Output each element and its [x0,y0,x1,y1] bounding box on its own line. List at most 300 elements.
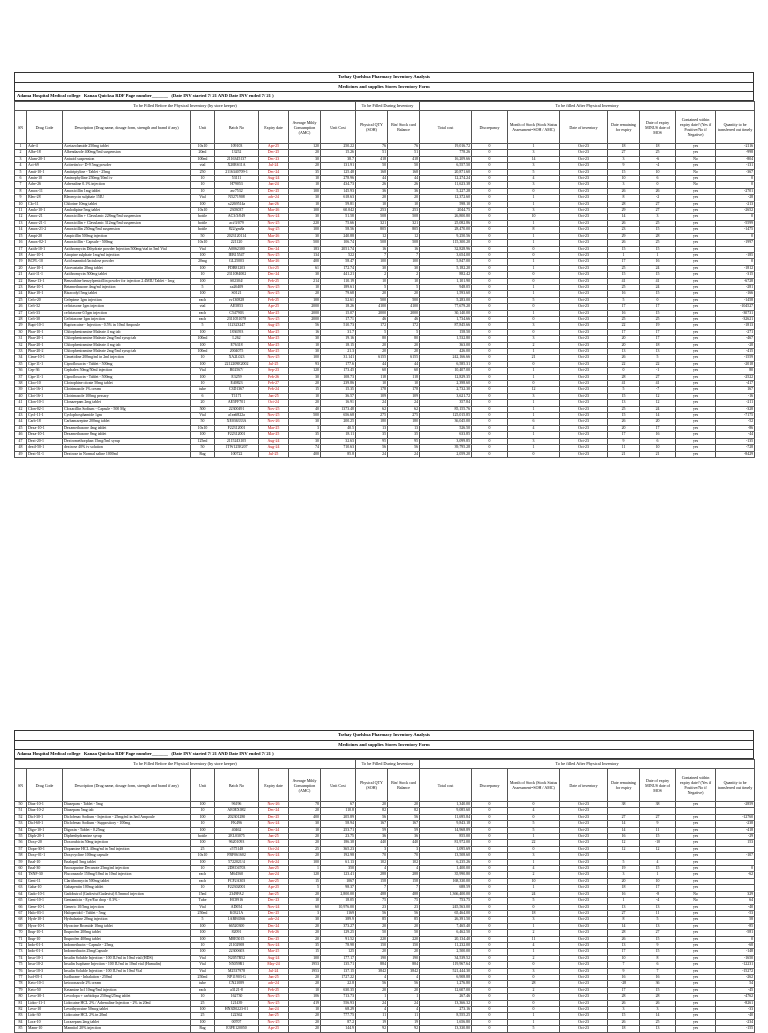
cell-remaining-expiry: 1 [608,898,640,904]
cell-inventory-date: Oct-23 [560,233,608,239]
cell-expiry-minus-mos: 15 [640,949,676,955]
cell-description: Ciprofloxacin - Tablet - 500mg [63,374,191,380]
cell-months-of-stock: 2 [508,930,560,936]
cell-remaining-expiry: 26 [608,188,640,194]
cell-months-of-stock: 0 [508,246,560,252]
cell-unit-cost: 441.21 [321,272,356,278]
cell-amc: 20 [289,853,321,859]
cell-sn: 60 [15,866,27,872]
cell-expiry-date: May-24 [259,962,289,968]
cell-drug-code: Amox-02-1 [27,240,63,246]
cell-amc: 100 [289,355,321,361]
cell-within-expiry: yes [676,387,716,393]
cell-qty-transfer: -2116 [716,144,755,150]
cell-description: Levodopa + carbidopa 250mg/25mg tablet [63,994,191,1000]
cell-amc: 10 [289,201,321,207]
cell-unit: 10x10 [191,144,215,150]
cell-within-expiry: yes [676,220,716,226]
cell-sn: 76 [15,968,27,974]
cell-months-of-stock: 1 [508,284,560,290]
cell-qty-transfer: -2859 [716,802,755,808]
cell-months-of-stock: 28 [508,981,560,987]
cell-bin-balance: 20 [388,987,420,993]
cell-expiry-minus-mos: 17 [640,425,676,431]
cell-physical-qty: 75 [356,898,388,904]
cell-remaining-expiry: 29 [608,233,640,239]
cell-bin-balance: 2000 [388,310,420,316]
cell-discrepancy: 0 [472,955,508,961]
cell-expiry-minus-mos: 6 [640,438,676,444]
cell-drug-code: Amoc-21 [27,214,63,220]
cell-bin-balance: 5 [388,329,420,335]
cell-amc: 30 [289,419,321,425]
cell-inventory-date: Oct-23 [560,176,608,182]
cell-inventory-date: Oct-23 [560,342,608,348]
cell-months-of-stock: 0 [508,304,560,310]
cell-description: Diclofenac Sodium - Injection - 25mg/ml in 3ml Ampoule [63,814,191,820]
cell-discrepancy: 0 [472,400,508,406]
cell-expiry-minus-mos: 12 [640,846,676,852]
cell-drug-code: Albe-18 [27,150,63,156]
cell-amc: 3 [289,425,321,431]
cell-months-of-stock: 1 [508,201,560,207]
cell-bin-balance: 288 [388,872,420,878]
cell-sn: 1 [15,144,27,150]
cell-physical-qty: 36 [356,188,388,194]
cell-unit: each [191,316,215,322]
cell-remaining-expiry: 10 [608,955,640,961]
cell-description: Hydralazine 20mg injection [63,917,191,923]
cell-expiry-minus-mos: 5 [640,355,676,361]
cell-total-cost: 855.00 [420,834,472,840]
cell-amc: 214 [289,278,321,284]
cell-total-cost: 273.16 [420,1007,472,1013]
cell-expiry-date: Dec-23 [259,156,289,162]
cell-discrepancy: 0 [472,802,508,808]
cell-drug-code: Cefo-20 [27,297,63,303]
cell-amc: 30 [289,821,321,827]
cell-sn: 71 [15,936,27,942]
cell-remaining-expiry: 26 [608,1000,640,1006]
cell-batch-no: 5722021/4 [215,859,259,865]
cell-qty-transfer: -8261 [716,1000,755,1006]
cell-amc: 30 [289,336,321,342]
cell-batch-no: 100722 [215,451,259,457]
cell-description: Betamethasone 4mg/ml injection [63,284,191,290]
cell-bin-balance: 20 [388,291,420,297]
cell-discrepancy: 0 [472,981,508,987]
cell-months-of-stock: 4 [508,866,560,872]
cell-drug-code: Digo-10-1 [27,827,63,833]
cell-inventory-date: Oct-23 [560,374,608,380]
cell-unit-cost: 618.63 [321,195,356,201]
cell-batch-no: N2057B52 [215,955,259,961]
cell-expiry-date: Feb-25 [259,278,289,284]
cell-physical-qty: 59 [356,827,388,833]
cell-description: Ibuprofen 400mg tablet [63,936,191,942]
cell-unit: each [191,987,215,993]
cell-months-of-stock: 0 [508,188,560,194]
cell-batch-no: 221120 [215,240,259,246]
cell-expiry-minus-mos: 6 [640,962,676,968]
cell-inventory-date: Oct-23 [560,188,608,194]
cell-physical-qty: 26 [356,182,388,188]
cell-unit-cost: 434.73 [321,182,356,188]
cell-unit: Vial [191,962,215,968]
cell-expiry-minus-mos: 18 [640,144,676,150]
cell-qty-transfer: -12231 [716,962,755,968]
cell-bin-balance: 44 [388,176,420,182]
cell-months-of-stock: 2 [508,342,560,348]
cell-unit-cost: 17.71 [321,316,356,322]
cell-months-of-stock: 4 [508,942,560,948]
cell-physical-qty: 2 [356,272,388,278]
col-sn: SN [15,769,27,802]
cell-remaining-expiry: 3 [608,156,640,162]
cell-within-expiry: yes [676,163,716,169]
cell-batch-no: NP11903-G [215,974,259,980]
cell-bin-balance: 76 [388,144,420,150]
cell-unit-cost: 51.58 [321,214,356,220]
cell-remaining-expiry: 17 [608,329,640,335]
cell-discrepancy: 0 [472,942,508,948]
cell-remaining-expiry: 14 [608,923,640,929]
col-exp: Expiry date [259,111,289,144]
cell-unit-cost: 18.11 [321,432,356,438]
cell-discrepancy: 0 [472,859,508,865]
cell-drug-code: Carb-18 [27,419,63,425]
cell-remaining-expiry: 16 [608,834,640,840]
cell-qty-transfer: -281 [716,284,755,290]
cell-bin-balance: 26 [388,182,420,188]
cell-months-of-stock: 1 [508,195,560,201]
cell-inventory-date: Oct-23 [560,438,608,444]
col-desc: Description (Drug name, dosage form, strength and brand if any) [63,111,191,144]
cell-within-expiry: No [676,891,716,897]
cell-within-expiry: yes [676,246,716,252]
cell-discrepancy: 0 [472,910,508,916]
cell-inventory-date: Oct-23 [560,930,608,936]
cell-months-of-stock: 1 [508,1019,560,1025]
cell-drug-code: Dopa-30-1 [27,846,63,852]
cell-unit-cost: 31.141 [321,355,356,361]
cell-bin-balance: 20 [388,949,420,955]
cell-unit-cost: 110.8 [321,808,356,814]
cell-drug-code: Levo-10 [27,1007,63,1013]
cell-batch-no: c575148 [215,846,259,852]
cell-months-of-stock: 1 [508,310,560,316]
cell-unit: each [191,310,215,316]
cell-description: Adrenaline 0.1% injection [63,182,191,188]
cell-physical-qty: 56 [356,445,388,451]
cell-qty-transfer: -213 [716,201,755,207]
cell-amc: 10 [289,898,321,904]
cell-discrepancy: 0 [472,840,508,846]
cell-physical-qty: 1 [356,994,388,1000]
cell-expiry-date: Nov-25 [259,355,289,361]
cell-discrepancy: 0 [472,188,508,194]
cell-total-cost: 1,656.80 [420,1019,472,1025]
cell-within-expiry: yes [676,994,716,1000]
cell-unit: each [191,878,215,884]
cell-expiry-minus-mos: 17 [640,304,676,310]
cell-months-of-stock: 3 [508,163,560,169]
cell-unit: 10 [191,182,215,188]
cell-inventory-date: Oct-23 [560,425,608,431]
cell-unit: 10x10 [191,240,215,246]
cell-description: Hyoscine Bromide 10mg tablet [63,923,191,929]
cell-remaining-expiry: 19 [608,866,640,872]
cell-amc: 120 [289,872,321,878]
cell-qty-transfer: -44 [716,432,755,438]
cell-total-cost: 34,539.52 [420,955,472,961]
cell-within-expiry: yes [676,949,716,955]
cell-batch-no: K0321A [215,910,259,916]
cell-discrepancy: 0 [472,1026,508,1032]
cell-description: Bupivacaine - Injection - 0.5% in 10ml Ampoule [63,323,191,329]
cell-within-expiry: yes [676,853,716,859]
cell-physical-qty: 50 [356,930,388,936]
cell-total-cost: 1,400.00 [420,866,472,872]
cell-description: Doxycycline 100mg capsule [63,853,191,859]
col-rem: Date remaining for expiry [608,769,640,802]
cell-months-of-stock: 1 [508,368,560,374]
cell-remaining-expiry: 3 [608,1007,640,1013]
cell-physical-qty: 253 [356,208,388,214]
cell-unit: 100 [191,814,215,820]
cell-total-cost: 5,182.20 [420,265,472,271]
cell-amc: 10 [289,342,321,348]
cell-discrepancy: 0 [472,923,508,929]
cell-within-expiry: yes [676,291,716,297]
cell-inventory-date: Oct-23 [560,853,608,859]
cell-total-cost: 526.50 [420,425,472,431]
cell-physical-qty: 62 [356,406,388,412]
cell-discrepancy: 0 [472,962,508,968]
cell-drug-code: Amin-10 [27,176,63,182]
cell-drug-code: Gent-10-1 [27,898,63,904]
cell-inventory-date: Oct-23 [560,923,608,929]
cell-drug-code: Cloo-10 [27,381,63,387]
cell-sn: 83 [15,1013,27,1019]
cell-qty-transfer: 54 [716,981,755,987]
cell-description: Benzathine benzylpenicillin powder for injection 2.4MIU Tablet - 1mg [63,278,191,284]
cell-unit: 100 [191,265,215,271]
cell-inventory-date: Oct-23 [560,169,608,175]
cell-drug-code: Indo-01-1 [27,942,63,948]
cell-qty-transfer: -155 [716,1026,755,1032]
cell-description: Mannitol 20% injection [63,1026,191,1032]
cell-remaining-expiry: 1 [608,252,640,258]
cell-expiry-minus-mos: 9 [640,821,676,827]
cell-unit: 100ml [191,156,215,162]
cell-description: Amoxicillin + Clavulanic 228mg/5ml suspension [63,214,191,220]
cell-total-cost: 20,871.60 [420,169,472,175]
cell-discrepancy: 0 [472,814,508,820]
cell-sn: 13 [15,220,27,226]
cell-expiry-minus-mos: 0 [640,182,676,188]
cell-remaining-expiry: 25 [608,406,640,412]
cell-sn: 78 [15,981,27,987]
cell-bin-balance: 46 [388,316,420,322]
cell-drug-code: Doxy-20 [27,840,63,846]
cell-description: Enoxaparine Decanote 25mg/ml injection [63,866,191,872]
cell-amc: 10 [289,176,321,182]
cell-description: Cephalex 50mg/50ml injection [63,368,191,374]
cell-description: Antacid suspension [63,156,191,162]
cell-amc: 20 [289,981,321,987]
cell-drug-code: Dicl-60-1 [27,821,63,827]
cell-unit-cost: 21.3 [321,349,356,355]
cell-total-cost: 28,470.00 [420,227,472,233]
cell-unit-cost: 87.2 [321,1019,356,1025]
cell-inventory-date: Oct-23 [560,310,608,316]
cell-within-expiry: yes [676,425,716,431]
cell-total-cost: 363.00 [420,342,472,348]
cell-remaining-expiry: 16 [608,974,640,980]
cell-batch-no: a3121-8 [215,987,259,993]
cell-physical-qty: 50 [356,163,388,169]
cell-within-expiry: yes [676,981,716,987]
cell-bin-balance: 3842 [388,968,420,974]
cell-unit-cost: 40.5 [321,425,356,431]
cell-description: Dopamine HCL 40mg/ml in 5ml injection [63,846,191,852]
cell-expiry-minus-mos: 12 [640,400,676,406]
cell-expiry-minus-mos: 27 [640,208,676,214]
cell-remaining-expiry: 14 [608,827,640,833]
cell-months-of-stock: 1 [508,265,560,271]
cell-physical-qty: 508 [356,240,388,246]
cell-within-expiry: yes [676,802,716,808]
cell-bin-balance: 4 [388,866,420,872]
cell-expiry-date: Jun-25 [259,878,289,884]
cell-expiry-date: Nov-26 [259,419,289,425]
cell-unit-cost: 173.45 [321,368,356,374]
cell-discrepancy: 0 [472,310,508,316]
cell-expiry-minus-mos: 15 [640,936,676,942]
cell-remaining-expiry: 11 [608,445,640,451]
cell-inventory-date: Oct-23 [560,284,608,290]
cell-total-cost: 32,828.96 [420,246,472,252]
cell-drug-code: Dicl-30-1 [27,814,63,820]
cell-drug-code: Aci-69 [27,163,63,169]
cell-unit-cost: 510.73 [321,323,356,329]
cell-drug-code: Hyos-10-1 [27,923,63,929]
cell-physical-qty: 805 [356,227,388,233]
col-doi: Date of inventory [560,769,608,802]
cell-within-expiry: yes [676,208,716,214]
cell-batch-no: 1TW125E207 [215,445,259,451]
cell-drug-code: Ade-4 [27,144,63,150]
cell-inventory-date: Oct-23 [560,265,608,271]
inventory-sheet-2 [14,730,754,1033]
cell-total-cost: 2,732.30 [420,387,472,393]
cell-unit: 10 [191,942,215,948]
cell-sn: 4 [15,163,27,169]
cell-unit-cost: 18.15 [321,342,356,348]
cell-total-cost: 77,679.20 [420,304,472,310]
cell-expiry-minus-mos: 15 [640,866,676,872]
cell-physical-qty: 500 [356,297,388,303]
cell-batch-no: S02304/ [215,278,259,284]
cell-description: dextrose 40% iv solution [63,445,191,451]
cell-description: Chlorpheniramine Maleate 4 mg tab [63,342,191,348]
cell-amc: 93 [289,361,321,367]
cell-amc: 25 [289,846,321,852]
col-total: Total cost [420,111,472,144]
cell-expiry-date: Mar-25 [259,949,289,955]
cell-qty-transfer: 0 [716,233,755,239]
cell-unit-cost: 240.88 [321,233,356,239]
cell-description: Albendazole 400mg/5ml suspension [63,150,191,156]
cell-remaining-expiry: 27 [608,910,640,916]
cell-discrepancy: 0 [472,144,508,150]
cell-within-expiry: yes [676,272,716,278]
cell-inventory-date: Oct-23 [560,150,608,156]
cell-description: Ciprofloxacin - Tablet - 500mg [63,361,191,367]
cell-total-cost: 753.75 [420,898,472,904]
cell-unit: 100 [191,374,215,380]
cell-qty-transfer: -6728 [716,278,755,284]
cell-inventory-date: Oct-23 [560,387,608,393]
cell-months-of-stock: 2 [508,872,560,878]
cell-unit-cost: 110.19 [321,278,356,284]
cell-months-of-stock: 1 [508,445,560,451]
cell-total-cost: 85,155.76 [420,406,472,412]
cell-remaining-expiry: -28 [608,981,640,987]
cell-remaining-expiry: 16 [608,291,640,297]
cell-drug-code: Clon-10-1 [27,400,63,406]
cell-discrepancy: 0 [472,987,508,993]
cell-expiry-date: adv-24 [259,195,289,201]
cell-unit-cost: 205.89 [321,814,356,820]
cell-expiry-date: Aug-24 [259,445,289,451]
cell-unit: Vial [191,904,215,910]
cell-within-expiry: yes [676,936,716,942]
cell-within-expiry: yes [676,451,716,457]
sheet-title: Tsehay Quelshsa Pharmacy Inventory Analysis [14,730,754,740]
cell-amc: 20 [289,1019,321,1025]
cell-drug-code: Ceft-30 [27,316,63,322]
cell-remaining-expiry: 17 [608,259,640,265]
cell-unit-cost: 556.93 [321,1000,356,1006]
cell-total-cost: 521,444.30 [420,968,472,974]
cell-amc: 5 [289,885,321,891]
cell-qty-transfer: -12760 [716,814,755,820]
cell-batch-no: 2311084002 [215,272,259,278]
cell-bin-balance: 24 [388,451,420,457]
cell-batch-no: XE036333A [215,419,259,425]
cell-bin-balance: 60 [388,368,420,374]
cell-drug-code: Gaba-10 [27,885,63,891]
cell-expiry-date: Oct-25 [259,265,289,271]
col-minus: Date of expiry MINUS date of MOS [640,769,676,802]
col-unit: Unit [191,769,215,802]
cell-sn: 26 [15,304,27,310]
cell-within-expiry: yes [676,872,716,878]
cell-total-cost: 35,990.80 [420,872,472,878]
cell-remaining-expiry: 5 [608,387,640,393]
cell-unit: 100 [191,949,215,955]
cell-expiry-date: Aug-24 [259,955,289,961]
cell-amc: 20 [289,891,321,897]
cell-amc: 100 [289,955,321,961]
cell-expiry-date: Nov-25 [259,406,289,412]
cell-unit-cost: 32.63 [321,438,356,444]
cell-months-of-stock: 1 [508,834,560,840]
cell-expiry-date: Nov-25 [259,994,289,1000]
cell-batch-no: 21102908 [215,942,259,948]
